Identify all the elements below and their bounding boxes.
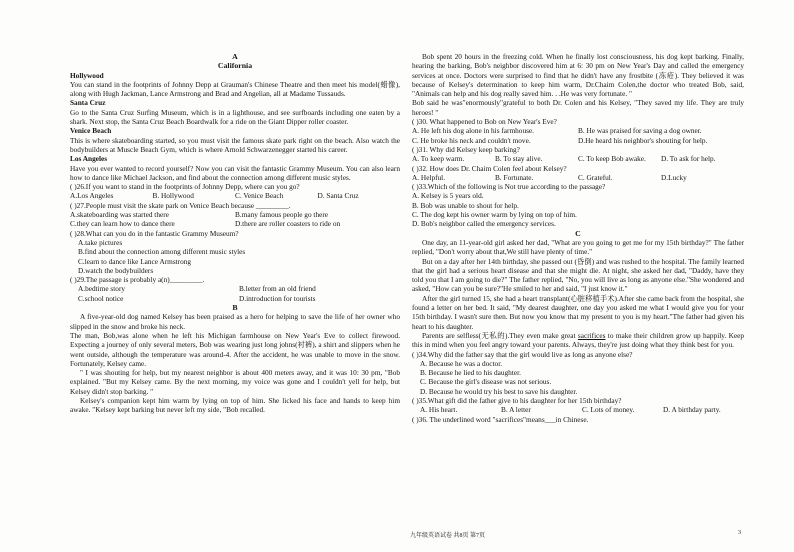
- c-paragraph-2: But on a day after her 14th birthday, she passed out (昏倒) and was rushed to the hospital. The family learned that the girl had a serious heart disease and that she might die. At night, she asked her dad, "Daddy, have they told you that I am going to die?" The father replied, "No, you will live as long as anyone else."She wondered and asked, "How can you be sure?"He smiled to her and said, "I just know it.": [412, 256, 744, 294]
- la-paragraph: Have you ever wanted to record yourself? Now you can visit the fantastic Grammy Museum. You can also learn how to dance like Michael Jackson, and find about the connection among different music styles.: [70, 163, 400, 182]
- c-paragraph-3: After the girl turned 15, she had a heart transplant(心脏移植手术).After she came back from the hospital, she found a letter on her bed. It said, "My dearest daughter, one day you asked me what I would give you for your 15th birthday. I wasn't sure then. But now you know that my present to you is my heart."The father had given his heart to his daughter.: [412, 293, 744, 331]
- question-28: ( )28.What can you do in the fantastic Grammy Museum?: [70, 228, 239, 238]
- option: D.Lucky: [661, 172, 687, 182]
- santacruz-paragraph: Go to the Santa Cruz Surfing Museum, which is in a lighthouse, and see surfboards including one eaten by a shark. Next stop, the Santa Cruz Beach Boardwalk for a ride on the Giant Dipper roller coaster.: [70, 107, 400, 127]
- option: D. Because he would try his best to save his daughter.: [420, 386, 578, 396]
- question-35: ( )35.What gift did the father give to his daughter for her 15th birthday?: [412, 395, 622, 405]
- option: B. Fortunate.: [495, 172, 534, 182]
- la-heading: Los Angeles: [70, 154, 108, 164]
- question-27-options-row1: [70, 210, 400, 219]
- question-31-options: [412, 154, 744, 163]
- question-26-options: [70, 191, 400, 200]
- option: C.they can learn how to dance there: [70, 219, 175, 229]
- b-paragraph-6: Bob said he was"enormously"grateful to both Dr. Colen and his Kelsey, "They saved my life. They are truly heroes! ": [412, 98, 744, 117]
- option: C. He broke his neck and couldn't move.: [412, 135, 531, 145]
- page-number: 3: [738, 530, 741, 536]
- section-a-label: A: [232, 52, 238, 61]
- c-paragraph-4-end: to make their children grow up happily. Keep this in mind when you feel angry toward your parents. Always, they're just doing what they think best for you.: [412, 330, 745, 350]
- option: B. A letter: [501, 405, 531, 415]
- question-34: ( )34.Why did the father say that the girl would live as long as anyone else?: [412, 349, 633, 359]
- option: D. To ask for help.: [661, 154, 716, 164]
- option: C. Lots of money.: [582, 405, 635, 415]
- b-paragraph-1: A five-year-old dog named Kelsey has been praised as a hero for helping to save the life of her owner who slipped in the snow and broke his neck.: [70, 312, 400, 331]
- santacruz-heading: Santa Cruz: [70, 98, 106, 108]
- option: C.learn to dance like Lance Armstrong: [78, 256, 192, 266]
- option: A.skateboarding was started there: [70, 210, 169, 220]
- left-column: [70, 52, 400, 415]
- option: B.letter from an old friend: [239, 284, 316, 294]
- b-paragraph-2: The man, Bob,was alone when he left his Michigan farmhouse on New Year's Eve to collect firewood. Expecting a journey of only several meters, Bob was wearing just long johns(衬裤), a shirt and slippers when he went outside, although the temperature was around-4. After the accident, he was unable to move in the snow. Fortunately, Kelsey came.: [70, 330, 400, 368]
- section-a-title: California: [217, 61, 253, 71]
- option: A.bedtime story: [78, 284, 126, 294]
- question-26: ( )26.If you want to stand in the footprints of Johnny Depp, where can you go?: [70, 182, 300, 192]
- section-b-label: B: [232, 303, 238, 313]
- option: A. He left his dog alone in his farmhouse.: [412, 126, 534, 136]
- option: B. Hollywood: [152, 191, 194, 201]
- question-33: ( )33.Which of the following is Not true according to the passage?: [412, 182, 606, 192]
- right-column: [412, 52, 744, 424]
- hollywood-heading: Hollywood: [70, 70, 104, 80]
- option: C. To keep Bob awake.: [578, 154, 646, 164]
- b-paragraph-4: Kelsey's companion kept him warm by lying on top of him. She licked his face and hands to keep him awake. "Kelsey kept barking but never left my side, "Bob recalled.: [70, 395, 400, 415]
- page-footer: 九年级英语试卷 共8页 第7页: [410, 533, 486, 539]
- question-32-options: [412, 173, 744, 182]
- underlined-word-sacrifices: sacrifices: [577, 330, 606, 340]
- question-27-options-row2: [70, 219, 400, 228]
- option: D.there are roller coasters to ride on: [235, 219, 341, 229]
- hollywood-paragraph: You can stand in the footprints of Johnny Depp at Grauman's Chinese Theatre and then meet his model(蜡像), along with Hugh Jackman, Lance Armstrong and Brad and Angelian, all at Madame Tussauds.: [70, 79, 400, 99]
- question-31: ( )31. Why did Kelsey keep barking?: [412, 144, 520, 154]
- option: A. To keep warm.: [412, 154, 465, 164]
- option: D.watch the bodybuilders: [78, 265, 154, 275]
- b-paragraph-5: Bob spent 20 hours in the freezing cold. When he finally lost consciousness, his dog kept barking. Finally, hearing the barking, Bob's neighbor discovered him at 6: 30 pm on New Year's Day and called the emergency services at once. Doctors were surprised to find that he didn't have any frostbite (冻疮). They believed it was because of Kelsey's determination to keep him warm, Dr.Chaim Colen,the doctor who treated Bob, said, "Animals can help and his dog really saved him. . .He was very fortunate. ": [412, 52, 744, 99]
- option: D.He heard his neighbor's shouting for help.: [578, 135, 708, 145]
- venice-paragraph: This is where skateboarding started, so you must visit the famous skate park right on the beach. Also watch the bodybuilders at Muscle Beach Gym, which is where Arnold Schwarzenegger started his career.: [70, 135, 400, 154]
- c-paragraph-1: One day, an 11-year-old girl asked her dad, "What are you going to get me for my 15th birthday?" The father replied, "Don't worry about that,We still have plenty of time.": [412, 237, 744, 257]
- option: B. Bob was unable to shout for help.: [412, 200, 519, 210]
- question-29: ( )29.The passage is probably a(n)_________.: [70, 275, 205, 285]
- question-29-options-row2: [70, 294, 400, 303]
- option: D.introduction for tourists: [239, 293, 316, 303]
- section-c-label: C: [575, 228, 581, 238]
- option: D. Bob's neighbor called the emergency services.: [412, 219, 556, 229]
- option: B. He was praised for saving a dog owner.: [578, 126, 702, 136]
- option: A. Helpful.: [412, 172, 446, 182]
- b-paragraph-3: " I was shouting for help, but my nearest neighbor is about 400 meters away, and it was 10: 30 pm, "Bob explained. "But my Kelsey came. By the next morning, my voice was gone and I couldn't yell for help, but Kelsey didn't stop barking. ": [70, 368, 400, 396]
- question-36: ( )36. The underlined word "sacrifices"means___in Chinese.: [412, 414, 589, 424]
- c-paragraph-4: [412, 331, 744, 350]
- option: C. Because the girl's disease was not serious.: [420, 377, 552, 387]
- option: A. Kelsey is 5 years old.: [412, 191, 484, 201]
- question-30: ( )30. What happened to Bob on New Year's Eve?: [412, 117, 557, 127]
- question-30-options-row1: [412, 126, 744, 135]
- option: B.find about the connection among different music styles: [78, 247, 246, 257]
- question-32: ( )32. How does Dr. Chaim Colen feel about Kelsey?: [412, 163, 567, 173]
- venice-heading: Venice Beach: [70, 126, 112, 136]
- option: A.Los Angeles: [70, 191, 114, 201]
- option: C. Venice Beach: [235, 191, 284, 201]
- option: A.take pictures: [78, 237, 123, 247]
- question-29-options-row1: [70, 284, 400, 293]
- question-27: ( )27.People must visit the skate park on Venice Beach because _________.: [70, 200, 291, 210]
- option: A. His heart.: [420, 405, 458, 415]
- option: C. Grateful.: [578, 172, 613, 182]
- option: B.many famous people go there: [235, 210, 329, 220]
- option: A. Because he was a doctor.: [420, 358, 503, 368]
- option: C.school notice: [78, 293, 124, 303]
- option: C. The dog kept his owner warm by lying on top of him.: [412, 210, 577, 220]
- question-35-options: [412, 405, 744, 414]
- option: D. A birthday party.: [663, 405, 721, 415]
- option: B. Because he lied to his daughter.: [420, 368, 521, 378]
- option: D. Santa Cruz: [317, 191, 359, 201]
- question-30-options-row2: [412, 136, 744, 145]
- option: B. To stay alive.: [495, 154, 543, 164]
- c-paragraph-4-start: Parents are selfless(无私的).They even make great: [422, 330, 578, 340]
